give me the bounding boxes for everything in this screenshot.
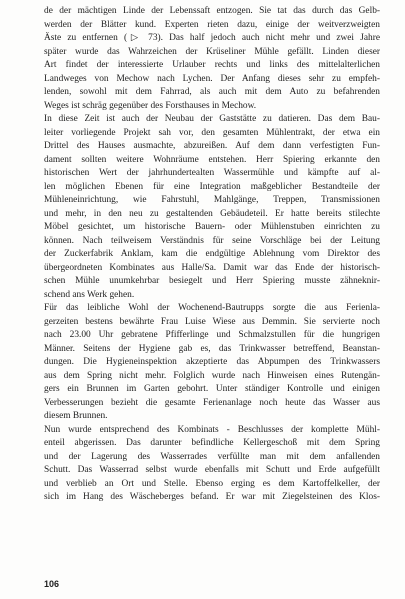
paragraph-2	[44, 113, 380, 302]
text-line: dament sollten weitere Wohnräume entstehen. Herr Spiering erkannte den	[44, 154, 380, 165]
paragraph-4	[44, 424, 380, 505]
text-line: aus dem Spring nicht mehr. Folglich wurde nach Hinweisen eines Rutengän-	[44, 370, 380, 381]
text-line: Landweges von Mechow nach Lychen. Der Anfang dieses sehr zu empfeh-	[44, 73, 380, 84]
text-line: Weges ist schräg gegenüber des Forsthauses in Mechow.	[44, 100, 257, 111]
text-line: schend ans Werk gehen.	[44, 289, 135, 300]
text-line: Mühleneinrichtung, wie Fahrstuhl, Mahlgänge, Treppen, Transmissionen	[44, 195, 380, 205]
text-line: diesem Brunnen.	[44, 411, 108, 421]
text-line: und der Lagerung des Wasserrades verfüllte man mit dem anfallenden	[44, 451, 380, 462]
text-line: schen Mühle unumkehrbar besiegelt und Herr Spiering musste zähneknir-	[44, 276, 380, 286]
text-line: lenden, sowohl mit dem Fahrrad, als auch mit dem Auto zu befahrenden	[44, 87, 380, 97]
text-line: historischen Wert der jahrhundertealten Wassermühle und kämpfte auf al-	[44, 168, 380, 178]
page-number: 106	[44, 579, 60, 589]
text-line: Möbel gesichtet, um historische Bauern- oder Mühlenstuben einrichten zu	[44, 222, 380, 232]
text-line: enteil abgerissen. Das darunter befindliche Kellergeschoß mit dem Spring	[44, 438, 380, 448]
text-line: Art findet der interessierte Urlauber rechts und links des mittelalterlichen	[44, 60, 380, 70]
body-text	[44, 5, 380, 505]
text-line: Nun wurde entsprechend des Kombinats - Beschlusses der komplette Mühl-	[44, 424, 380, 435]
text-line: nach 23.00 Uhr gebratene Pfifferlinge und Schmalzstullen für die hungrigen	[44, 330, 380, 340]
text-line: Verbesserungen bezieht die gesamte Ferienanlage noch heute das Wasser aus	[44, 397, 380, 408]
text-line: werden der Blätter kund. Experten rieten dazu, einige der weitverzweigten	[44, 19, 380, 30]
text-line: und mehr, in den neu zu gestaltenden Gebäudeteil. Er hatte bereits stilechte	[44, 208, 380, 219]
text-line: der Zuckerfabrik Anklam, kam die endgültige Ablehnung vom Direktor des	[44, 249, 380, 259]
text-line: Drittel des Hauses ausmachte, abzureißen. Auf dem dann verfestigten Fun-	[44, 141, 380, 151]
text-line: In diese Zeit ist auch der Neubau der Gaststätte zu datieren. Das dem Bau-	[44, 114, 380, 124]
text-line: Äste zu entfernen (▷ 73). Das half jedoch auch nicht mehr und zwei Jahre	[44, 33, 380, 43]
text-line: später wurde das Wahrzeichen der Krüseliner Mühle gefällt. Linden dieser	[44, 46, 380, 57]
paragraph-1	[44, 5, 380, 113]
text-line: gerzeiten bestens bewährte Frau Luise Wiese aus Demmin. Sie servierte noch	[44, 316, 380, 327]
text-line: und verblieb an Ort und Stelle. Ebenso erging es dem Kartoffelkeller, der	[44, 478, 380, 489]
text-line: de der mächtigen Linde der Lebenssaft entzogen. Sie tat das durch das Gelb-	[44, 6, 380, 16]
text-line: gers ein Brunnen im Garten gebohrt. Unter ständiger Kontrolle und einigen	[44, 384, 380, 394]
text-line: sich im Hang des Wäscheberges befand. Er war mit Ziegelsteinen des Klos-	[44, 492, 380, 502]
text-line: dungen. Die Hygieneinspektion akzeptierte das Abpumpen des Trinkwassers	[44, 357, 380, 367]
text-line: können. Nach teilweisem Verständnis für seine Vorschläge bei der Leitung	[44, 235, 380, 246]
text-line: leiter vorliegende Projekt sah vor, den gesamten Mühlentrakt, der etwa ein	[44, 127, 380, 138]
text-line: len möglichen Ebenen für eine Integration maßgeblicher Bestandteile der	[44, 181, 380, 192]
text-line: Männer. Seitens der Hygiene gab es, das Trinkwasser betreffend, Beanstan-	[44, 343, 380, 354]
text-line: Schutt. Das Wasserrad selbst wurde ebenfalls mit Schutt und Erde aufgefüllt	[44, 465, 380, 475]
text-line: übergeordneten Kombinates aus Halle/Sa. Damit war das Ende der historisch-	[44, 262, 380, 273]
paragraph-3	[44, 302, 380, 424]
text-line: Für das leibliche Wohl der Wochenend-Bautrupps sorgte die aus Ferienla-	[44, 303, 380, 313]
